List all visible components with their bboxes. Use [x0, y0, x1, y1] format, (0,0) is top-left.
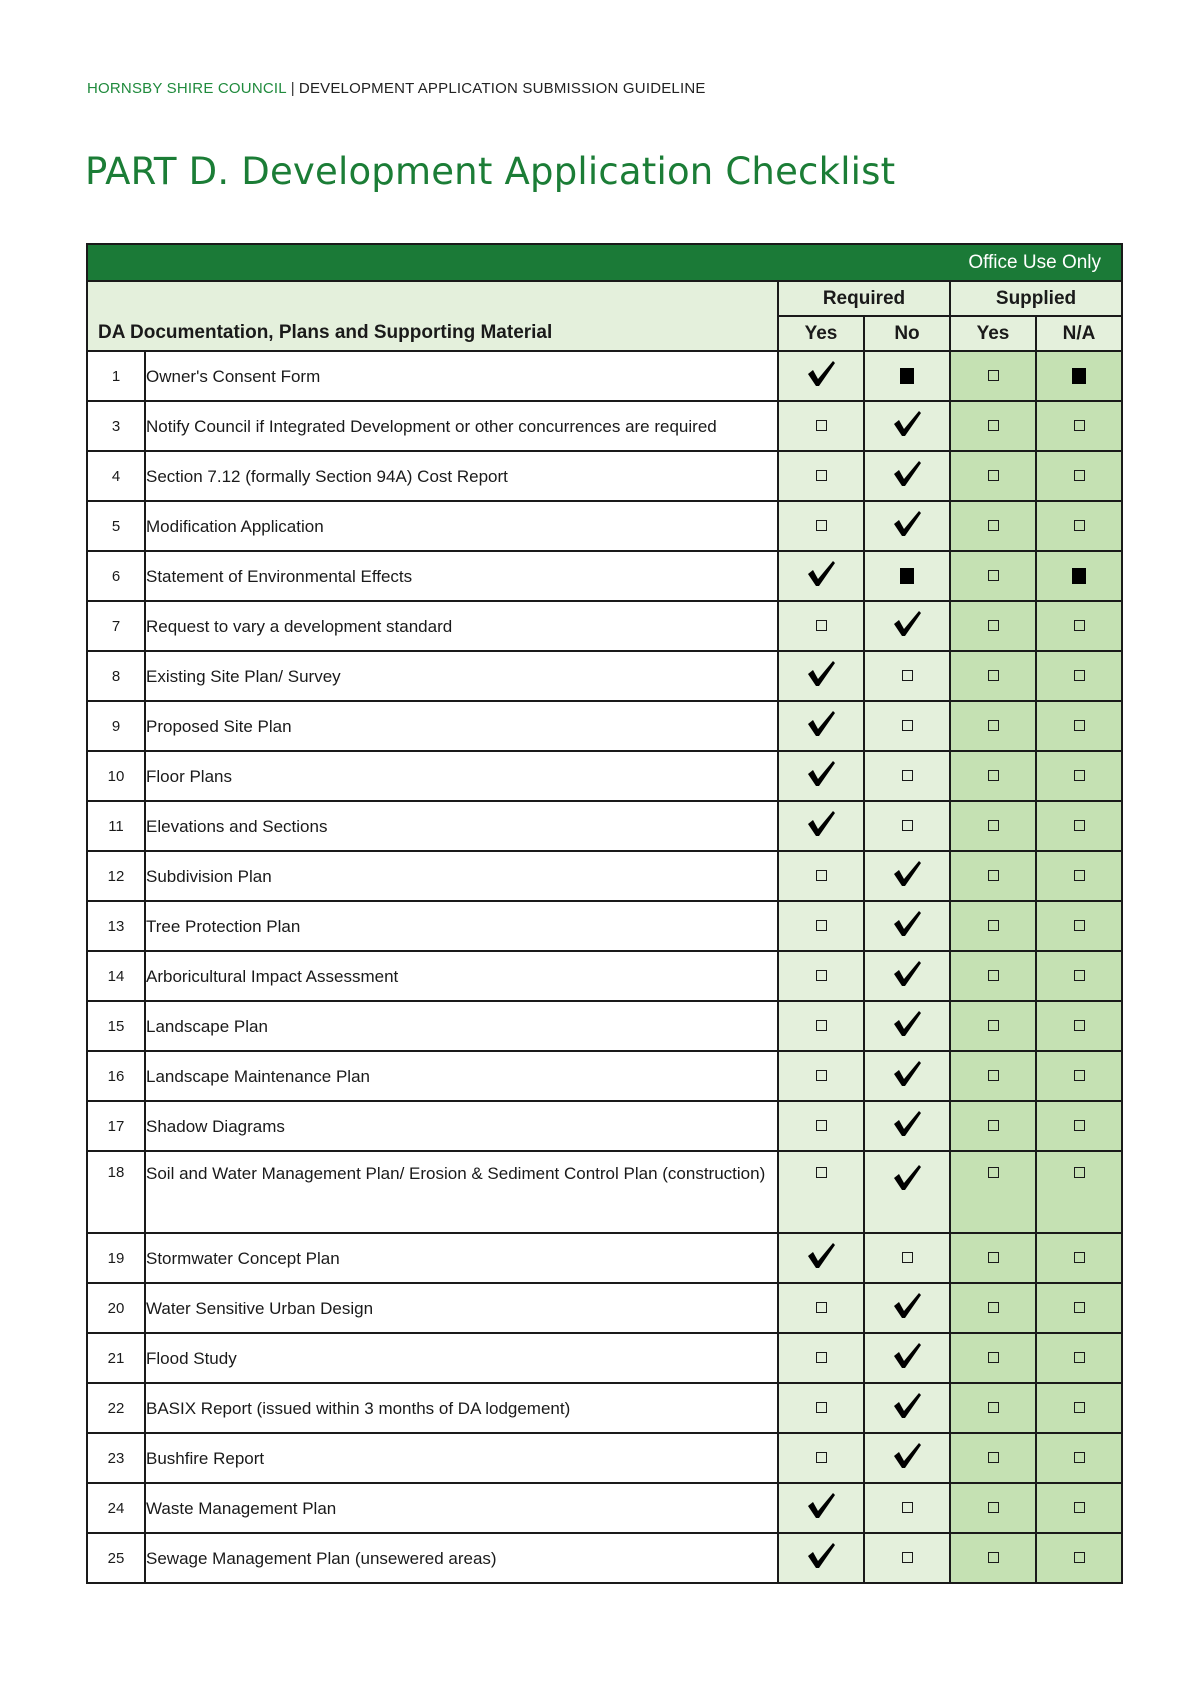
item-label: Flood Study [145, 1333, 778, 1383]
check-icon [806, 660, 836, 693]
supplied-na-cell[interactable] [1036, 751, 1122, 801]
supplied-na-cell[interactable] [1036, 851, 1122, 901]
required-no-cell[interactable] [864, 751, 950, 801]
required-yes-cell[interactable] [778, 1051, 864, 1101]
required-yes-cell[interactable] [778, 1533, 864, 1583]
required-yes-cell[interactable] [778, 1383, 864, 1433]
empty-checkbox-icon [902, 820, 913, 831]
check-icon [892, 510, 922, 543]
empty-checkbox-icon [988, 770, 999, 781]
required-no-cell[interactable] [864, 801, 950, 851]
required-yes-cell[interactable] [778, 1333, 864, 1383]
empty-checkbox-icon [1074, 420, 1085, 431]
check-icon [892, 1292, 922, 1325]
check-icon [892, 460, 922, 493]
empty-checkbox-icon [1074, 820, 1085, 831]
supplied-yes-cell[interactable] [950, 1283, 1036, 1333]
required-yes-cell[interactable] [778, 1233, 864, 1283]
required-yes-cell[interactable] [778, 401, 864, 451]
empty-checkbox-icon [816, 1120, 827, 1131]
item-label: Tree Protection Plan [145, 901, 778, 951]
checklist-row [87, 401, 1122, 451]
empty-checkbox-icon [816, 1452, 827, 1463]
supplied-yes-heading: Yes [950, 316, 1036, 351]
empty-checkbox-icon [1074, 670, 1085, 681]
supplied-na-cell[interactable] [1036, 501, 1122, 551]
checklist-row [87, 701, 1122, 751]
required-no-cell[interactable] [864, 1483, 950, 1533]
checklist-row [87, 1151, 1122, 1233]
supplied-yes-cell[interactable] [950, 1001, 1036, 1051]
required-yes-cell[interactable] [778, 901, 864, 951]
required-yes-cell[interactable] [778, 551, 864, 601]
supplied-na-cell[interactable] [1036, 351, 1122, 401]
supplied-yes-cell[interactable] [950, 451, 1036, 501]
empty-checkbox-icon [988, 520, 999, 531]
required-no-heading: No [864, 316, 950, 351]
checklist-row [87, 801, 1122, 851]
item-label: Modification Application [145, 501, 778, 551]
required-yes-cell[interactable] [778, 601, 864, 651]
checklist-row [87, 1483, 1122, 1533]
supplied-yes-cell[interactable] [950, 1233, 1036, 1283]
checklist-row [87, 1101, 1122, 1151]
empty-checkbox-icon [816, 1402, 827, 1413]
item-label: Elevations and Sections [145, 801, 778, 851]
item-label: Arboricultural Impact Assessment [145, 951, 778, 1001]
column-subheading-row [87, 316, 1122, 351]
required-no-cell[interactable] [864, 551, 950, 601]
supplied-yes-cell[interactable] [950, 401, 1036, 451]
required-no-cell[interactable] [864, 951, 950, 1001]
item-number: 5 [87, 501, 145, 551]
check-icon [806, 810, 836, 843]
empty-checkbox-icon [988, 920, 999, 931]
checklist-row [87, 1383, 1122, 1433]
item-number: 19 [87, 1233, 145, 1283]
checklist-row [87, 1533, 1122, 1583]
required-heading: Required [778, 281, 950, 316]
empty-checkbox-icon [1074, 1552, 1085, 1563]
required-no-cell[interactable] [864, 1101, 950, 1151]
required-yes-cell[interactable] [778, 451, 864, 501]
empty-checkbox-icon [1074, 970, 1085, 981]
checklist-row [87, 551, 1122, 601]
required-yes-cell[interactable] [778, 1283, 864, 1333]
item-number: 4 [87, 451, 145, 501]
supplied-yes-cell[interactable] [950, 351, 1036, 401]
item-number: 23 [87, 1433, 145, 1483]
empty-checkbox-icon [902, 720, 913, 731]
header-document-title: DEVELOPMENT APPLICATION SUBMISSION GUIDELINE [298, 80, 706, 97]
supplied-na-cell[interactable] [1036, 1333, 1122, 1383]
empty-checkbox-icon [816, 520, 827, 531]
item-number: 25 [87, 1533, 145, 1583]
required-no-cell[interactable] [864, 901, 950, 951]
empty-checkbox-icon [988, 1352, 999, 1363]
supplied-yes-cell[interactable] [950, 1151, 1036, 1233]
item-label: Water Sensitive Urban Design [145, 1283, 778, 1333]
item-number: 3 [87, 401, 145, 451]
supplied-na-cell[interactable] [1036, 1101, 1122, 1151]
check-icon [806, 760, 836, 793]
empty-checkbox-icon [816, 920, 827, 931]
column-group-row [87, 281, 1122, 316]
item-label: Statement of Environmental Effects [145, 551, 778, 601]
empty-checkbox-icon [1074, 720, 1085, 731]
item-label: Shadow Diagrams [145, 1101, 778, 1151]
empty-checkbox-icon [988, 1402, 999, 1413]
required-yes-cell[interactable] [778, 851, 864, 901]
required-no-cell[interactable] [864, 1283, 950, 1333]
check-icon [892, 1442, 922, 1475]
empty-checkbox-icon [988, 370, 999, 381]
required-yes-cell[interactable] [778, 951, 864, 1001]
checklist-row [87, 351, 1122, 401]
supplied-yes-cell[interactable] [950, 1483, 1036, 1533]
required-yes-cell[interactable] [778, 701, 864, 751]
item-label: Owner's Consent Form [145, 351, 778, 401]
item-label: Existing Site Plan/ Survey [145, 651, 778, 701]
empty-checkbox-icon [816, 870, 827, 881]
required-no-cell[interactable] [864, 351, 950, 401]
empty-checkbox-icon [816, 970, 827, 981]
supplied-yes-cell[interactable] [950, 901, 1036, 951]
checklist-body [87, 351, 1122, 1583]
supplied-na-cell[interactable] [1036, 1283, 1122, 1333]
supplied-na-cell[interactable] [1036, 401, 1122, 451]
checklist-row [87, 651, 1122, 701]
checklist-row [87, 501, 1122, 551]
item-number: 7 [87, 601, 145, 651]
empty-checkbox-icon [902, 770, 913, 781]
required-no-cell[interactable] [864, 1333, 950, 1383]
supplied-na-cell[interactable] [1036, 801, 1122, 851]
required-yes-cell[interactable] [778, 1483, 864, 1533]
empty-checkbox-icon [988, 1552, 999, 1563]
empty-checkbox-icon [988, 620, 999, 631]
supplied-na-cell[interactable] [1036, 701, 1122, 751]
filled-square-icon [900, 368, 914, 384]
item-number: 17 [87, 1101, 145, 1151]
item-number: 10 [87, 751, 145, 801]
required-no-cell[interactable] [864, 1001, 950, 1051]
office-use-label: Office Use Only [87, 244, 1122, 281]
checklist-row [87, 1233, 1122, 1283]
required-yes-heading: Yes [778, 316, 864, 351]
empty-checkbox-icon [1074, 1167, 1085, 1178]
check-icon [892, 1110, 922, 1143]
empty-checkbox-icon [1074, 1402, 1085, 1413]
group-blank-cell [87, 281, 778, 316]
empty-checkbox-icon [816, 1352, 827, 1363]
filled-square-icon [1072, 568, 1086, 584]
item-number: 15 [87, 1001, 145, 1051]
supplied-na-cell[interactable] [1036, 951, 1122, 1001]
empty-checkbox-icon [988, 1020, 999, 1031]
checklist-row [87, 451, 1122, 501]
item-label: Landscape Plan [145, 1001, 778, 1051]
required-yes-cell[interactable] [778, 1101, 864, 1151]
item-label: Section 7.12 (formally Section 94A) Cost Report [145, 451, 778, 501]
filled-square-icon [1072, 368, 1086, 384]
checklist-row [87, 1001, 1122, 1051]
supplied-yes-cell[interactable] [950, 1433, 1036, 1483]
item-number: 16 [87, 1051, 145, 1101]
empty-checkbox-icon [988, 570, 999, 581]
empty-checkbox-icon [1074, 1020, 1085, 1031]
check-icon [892, 1342, 922, 1375]
empty-checkbox-icon [816, 1302, 827, 1313]
empty-checkbox-icon [1074, 870, 1085, 881]
item-label: Proposed Site Plan [145, 701, 778, 751]
item-number: 12 [87, 851, 145, 901]
empty-checkbox-icon [1074, 1502, 1085, 1513]
supplied-na-cell[interactable] [1036, 901, 1122, 951]
required-yes-cell[interactable] [778, 1001, 864, 1051]
empty-checkbox-icon [1074, 1302, 1085, 1313]
header-separator: | [290, 80, 295, 97]
check-icon [892, 1392, 922, 1425]
item-number: 24 [87, 1483, 145, 1533]
required-yes-cell[interactable] [778, 801, 864, 851]
office-use-row [87, 244, 1122, 281]
required-no-cell[interactable] [864, 651, 950, 701]
required-no-cell[interactable] [864, 1051, 950, 1101]
empty-checkbox-icon [1074, 1120, 1085, 1131]
checklist-row [87, 1333, 1122, 1383]
item-label: BASIX Report (issued within 3 months of DA lodgement) [145, 1383, 778, 1433]
empty-checkbox-icon [1074, 1352, 1085, 1363]
supplied-na-cell[interactable] [1036, 1383, 1122, 1433]
check-icon [806, 1242, 836, 1275]
empty-checkbox-icon [902, 1252, 913, 1263]
check-icon [892, 1164, 922, 1197]
item-number: 11 [87, 801, 145, 851]
empty-checkbox-icon [902, 670, 913, 681]
empty-checkbox-icon [1074, 1070, 1085, 1081]
check-icon [806, 1542, 836, 1575]
running-header [87, 80, 706, 97]
empty-checkbox-icon [902, 1502, 913, 1513]
checklist-row [87, 851, 1122, 901]
empty-checkbox-icon [1074, 620, 1085, 631]
item-label: Landscape Maintenance Plan [145, 1051, 778, 1101]
supplied-yes-cell[interactable] [950, 501, 1036, 551]
item-number: 14 [87, 951, 145, 1001]
empty-checkbox-icon [988, 1302, 999, 1313]
item-number: 22 [87, 1383, 145, 1433]
required-no-cell[interactable] [864, 701, 950, 751]
supplied-yes-cell[interactable] [950, 801, 1036, 851]
supplied-na-cell[interactable] [1036, 651, 1122, 701]
check-icon [806, 1492, 836, 1525]
supplied-na-heading: N/A [1036, 316, 1122, 351]
required-yes-cell[interactable] [778, 651, 864, 701]
item-number: 8 [87, 651, 145, 701]
supplied-na-cell[interactable] [1036, 1233, 1122, 1283]
supplied-na-cell[interactable] [1036, 1483, 1122, 1533]
empty-checkbox-icon [988, 1252, 999, 1263]
empty-checkbox-icon [816, 1070, 827, 1081]
empty-checkbox-icon [1074, 920, 1085, 931]
empty-checkbox-icon [988, 720, 999, 731]
required-no-cell[interactable] [864, 501, 950, 551]
empty-checkbox-icon [988, 1070, 999, 1081]
required-no-cell[interactable] [864, 401, 950, 451]
required-yes-cell[interactable] [778, 1433, 864, 1483]
supplied-na-cell[interactable] [1036, 451, 1122, 501]
item-number: 13 [87, 901, 145, 951]
supplied-na-cell[interactable] [1036, 551, 1122, 601]
supplied-yes-cell[interactable] [950, 951, 1036, 1001]
item-number: 6 [87, 551, 145, 601]
check-icon [892, 610, 922, 643]
checklist-row [87, 951, 1122, 1001]
empty-checkbox-icon [1074, 770, 1085, 781]
checklist-row [87, 1433, 1122, 1483]
supplied-yes-cell[interactable] [950, 601, 1036, 651]
supplied-na-cell[interactable] [1036, 1433, 1122, 1483]
empty-checkbox-icon [1074, 470, 1085, 481]
header-organisation: HORNSBY SHIRE COUNCIL [87, 80, 287, 97]
supplied-yes-cell[interactable] [950, 1051, 1036, 1101]
empty-checkbox-icon [988, 870, 999, 881]
item-number: 1 [87, 351, 145, 401]
required-no-cell[interactable] [864, 1533, 950, 1583]
supplied-na-cell[interactable] [1036, 1001, 1122, 1051]
item-label: Request to vary a development standard [145, 601, 778, 651]
required-no-cell[interactable] [864, 601, 950, 651]
required-no-cell[interactable] [864, 451, 950, 501]
empty-checkbox-icon [988, 420, 999, 431]
supplied-yes-cell[interactable] [950, 1383, 1036, 1433]
supplied-na-cell[interactable] [1036, 601, 1122, 651]
supplied-na-cell[interactable] [1036, 1151, 1122, 1233]
required-no-cell[interactable] [864, 1433, 950, 1483]
supplied-yes-cell[interactable] [950, 851, 1036, 901]
supplied-yes-cell[interactable] [950, 551, 1036, 601]
empty-checkbox-icon [988, 820, 999, 831]
check-icon [892, 1060, 922, 1093]
empty-checkbox-icon [988, 1452, 999, 1463]
required-no-cell[interactable] [864, 1151, 950, 1233]
empty-checkbox-icon [988, 470, 999, 481]
check-icon [892, 1010, 922, 1043]
supplied-na-cell[interactable] [1036, 1533, 1122, 1583]
item-label: Sewage Management Plan (unsewered areas) [145, 1533, 778, 1583]
supplied-heading: Supplied [950, 281, 1122, 316]
item-label: Subdivision Plan [145, 851, 778, 901]
check-icon [806, 360, 836, 393]
filled-square-icon [900, 568, 914, 584]
supplied-na-cell[interactable] [1036, 1051, 1122, 1101]
empty-checkbox-icon [1074, 1452, 1085, 1463]
required-no-cell[interactable] [864, 1383, 950, 1433]
page-title: PART D. Development Application Checklist [85, 150, 896, 193]
checklist-row [87, 901, 1122, 951]
empty-checkbox-icon [816, 1167, 827, 1178]
required-yes-cell[interactable] [778, 751, 864, 801]
item-number: 20 [87, 1283, 145, 1333]
item-label: Notify Council if Integrated Development or other concurrences are required [145, 401, 778, 451]
item-label: Soil and Water Management Plan/ Erosion & Sediment Control Plan (construction) [145, 1151, 778, 1233]
empty-checkbox-icon [988, 1167, 999, 1178]
empty-checkbox-icon [816, 420, 827, 431]
supplied-yes-cell[interactable] [950, 1533, 1036, 1583]
item-label: Bushfire Report [145, 1433, 778, 1483]
empty-checkbox-icon [1074, 1252, 1085, 1263]
required-yes-cell[interactable] [778, 351, 864, 401]
supplied-yes-cell[interactable] [950, 751, 1036, 801]
supplied-yes-cell[interactable] [950, 1101, 1036, 1151]
empty-checkbox-icon [988, 670, 999, 681]
empty-checkbox-icon [988, 970, 999, 981]
item-label: Waste Management Plan [145, 1483, 778, 1533]
item-number: 21 [87, 1333, 145, 1383]
empty-checkbox-icon [902, 1552, 913, 1563]
checklist-row [87, 601, 1122, 651]
empty-checkbox-icon [988, 1120, 999, 1131]
item-label: Stormwater Concept Plan [145, 1233, 778, 1283]
check-icon [892, 960, 922, 993]
item-label: Floor Plans [145, 751, 778, 801]
required-no-cell[interactable] [864, 851, 950, 901]
empty-checkbox-icon [816, 470, 827, 481]
da-checklist-table [86, 243, 1123, 1584]
item-number: 9 [87, 701, 145, 751]
empty-checkbox-icon [816, 620, 827, 631]
checklist-row [87, 1283, 1122, 1333]
check-icon [892, 410, 922, 443]
check-icon [892, 910, 922, 943]
check-icon [806, 560, 836, 593]
supplied-yes-cell[interactable] [950, 1333, 1036, 1383]
check-icon [806, 710, 836, 743]
doc-column-heading: DA Documentation, Plans and Supporting Material [87, 316, 778, 351]
supplied-yes-cell[interactable] [950, 701, 1036, 751]
empty-checkbox-icon [816, 1020, 827, 1031]
item-number: 18 [87, 1151, 145, 1233]
required-yes-cell[interactable] [778, 1151, 864, 1233]
supplied-yes-cell[interactable] [950, 651, 1036, 701]
check-icon [892, 860, 922, 893]
empty-checkbox-icon [988, 1502, 999, 1513]
checklist-row [87, 1051, 1122, 1101]
required-no-cell[interactable] [864, 1233, 950, 1283]
empty-checkbox-icon [1074, 520, 1085, 531]
checklist-row [87, 751, 1122, 801]
required-yes-cell[interactable] [778, 501, 864, 551]
